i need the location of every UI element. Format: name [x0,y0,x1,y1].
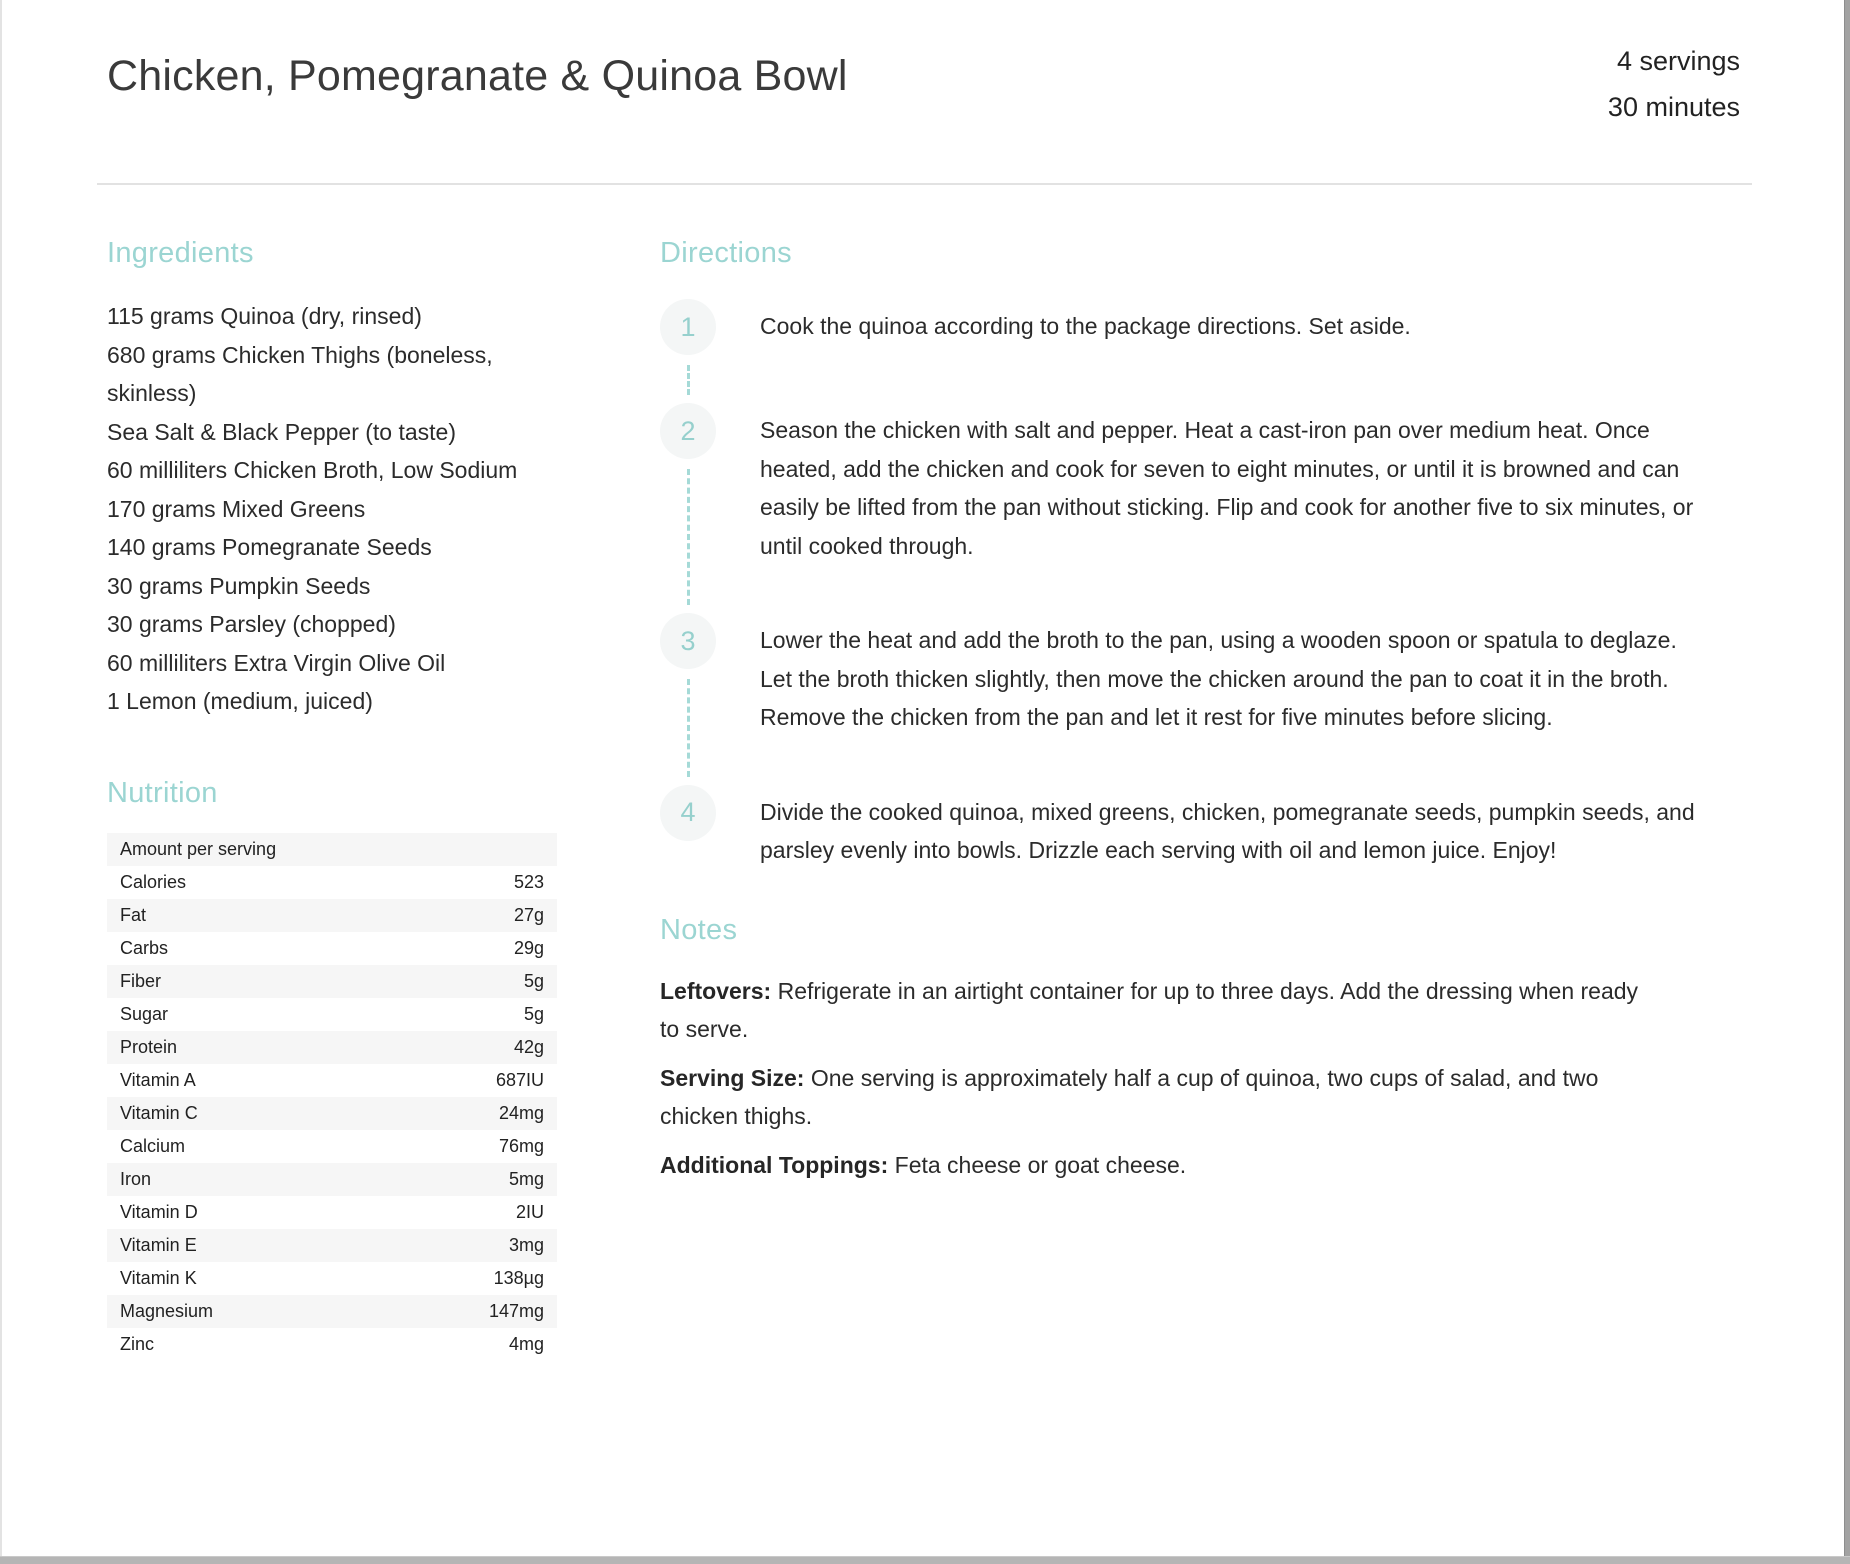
nutrient-value: 3mg [508,1234,544,1255]
ingredient-item: Sea Salt & Black Pepper (to taste) [107,418,457,445]
nutrient-label: Protein [120,1036,178,1057]
direction-step [660,613,1740,785]
ingredients-list [107,297,570,721]
window-bottom-edge [0,1556,1850,1564]
nutrient-label: Sugar [120,1003,169,1024]
nutrient-label: Vitamin C [120,1102,198,1123]
step-text: Lower the heat and add the broth to the pan, using a wooden spoon or spatula to deglaze. Let the broth thicken slightly, then move the chicken around the pan to coat it in the broth. Remove the chicken from the pan and let it rest for five minutes before slicing. [760,627,1677,730]
ingredient-item: 30 grams Pumpkin Seeds [107,572,371,599]
note-text: Feta cheese or goat cheese. [888,1151,1187,1178]
nutrition-row [107,1295,557,1328]
window-right-edge [1844,0,1850,1556]
nutrient-label: Carbs [120,937,169,958]
nutrient-value: 4mg [508,1333,544,1354]
directions-list [660,299,1740,898]
ingredient-item: 115 grams Quinoa (dry, rinsed) [107,303,422,329]
nutrition-row [107,1064,557,1097]
direction-step [660,785,1740,898]
nutrient-label: Calories [120,871,187,892]
ingredient-item: 680 grams Chicken Thighs (boneless, skinless) [107,341,493,406]
nutrient-value: 29g [513,937,544,958]
nutrient-value: 76mg [498,1135,544,1156]
directions-heading: Directions [660,237,792,269]
notes-heading: Notes [660,913,738,946]
nutrition-row [107,998,557,1031]
nutrition-row [107,899,557,932]
note-text: One serving is approximately half a cup of quinoa, two cups of salad, and two chicken thighs. [660,1064,1599,1129]
note-item [660,1059,1660,1136]
nutrient-label: Vitamin K [120,1267,197,1288]
nutrition-row [107,1262,557,1295]
page-title: Chicken, Pomegranate & Quinoa Bowl [107,52,848,100]
nutrition-heading: Nutrition [107,776,218,809]
nutrient-value: 687IU [495,1069,544,1090]
note-label: Leftovers: [660,977,772,1004]
header-divider [97,183,1752,185]
nutrient-label: Zinc [120,1333,155,1354]
direction-step [660,299,1740,403]
step-text: Divide the cooked quinoa, mixed greens, chicken, pomegranate seeds, pumpkin seeds, and parsley evenly into bowls. Drizzle each serving with oil and lemon juice. Enjoy! [760,798,1695,863]
nutrient-label: Vitamin D [120,1201,198,1222]
nutrient-value: 5g [523,1003,544,1024]
nutrient-label: Vitamin A [120,1069,196,1090]
note-item [660,972,1660,1049]
recipe-meta [1608,38,1740,130]
note-item [660,1146,1660,1185]
ingredient-item: 60 milliliters Extra Virgin Olive Oil [107,649,446,676]
nutrient-value: 5mg [508,1168,544,1189]
nutrition-row [107,965,557,998]
nutrition-row [107,1229,557,1262]
nutrition-row [107,866,557,899]
nutrient-value: 138µg [493,1267,544,1288]
ingredient-item: 30 grams Parsley (chopped) [107,611,396,637]
notes-list [660,972,1740,1185]
left-column [107,235,570,1361]
recipe-body [107,235,1740,1361]
step-number-badge: 1 [660,299,716,355]
recipe-header [107,0,1740,130]
ingredient-item: 1 Lemon (medium, juiced) [107,688,373,714]
nutrition-row [107,1097,557,1130]
step-text: Cook the quinoa according to the package directions. Set aside. [760,313,1411,339]
note-text: Refrigerate in an airtight container for up to three days. Add the dressing when ready to serve. [660,977,1639,1042]
ingredient-item: 60 milliliters Chicken Broth, Low Sodium [107,457,518,483]
direction-step [660,403,1740,613]
window-left-edge [0,0,2,1556]
nutrient-value: 5g [523,970,544,991]
step-number-badge: 2 [660,403,716,459]
nutrient-label: Fat [120,904,147,925]
nutrition-row [107,1130,557,1163]
note-label: Serving Size: [660,1064,805,1091]
total-time-value: 30 minutes [1607,92,1740,122]
nutrition-row [107,1196,557,1229]
step-number-badge: 3 [660,613,716,669]
right-column [660,235,1740,1361]
nutrient-label: Iron [120,1168,152,1189]
note-label: Additional Toppings: [660,1151,889,1178]
ingredients-heading: Ingredients [107,237,254,269]
nutrient-value: 2IU [515,1201,544,1222]
step-number-badge: 4 [660,785,716,841]
nutrition-row [107,1031,557,1064]
nutrient-value: 523 [513,871,544,892]
nutrition-row [107,1163,557,1196]
nutrient-label: Vitamin E [120,1234,197,1255]
nutrient-value: 27g [513,904,544,925]
nutrient-label: Magnesium [120,1300,214,1321]
nutrient-label: Calcium [120,1135,186,1156]
nutrition-table [107,833,557,1361]
servings-value: 4 servings [1616,46,1740,76]
ingredient-item: 170 grams Mixed Greens [107,495,366,522]
nutrient-value: 147mg [488,1300,544,1321]
nutrient-label: Fiber [120,970,162,991]
ingredient-item: 140 grams Pomegranate Seeds [107,534,432,560]
nutrition-table-header: Amount per serving [120,838,277,859]
nutrition-table-header-row [107,833,557,866]
nutrition-row [107,932,557,965]
nutrient-value: 42g [513,1036,544,1057]
nutrition-row [107,1328,557,1361]
step-text: Season the chicken with salt and pepper. Heat a cast-iron pan over medium heat. Once heated, add the chicken and cook for seven to eight minutes, or until it is browned and can easily be lifted from the pan without sticking. Flip and cook for another five to six minutes, or until cooked through. [760,417,1694,559]
nutrient-value: 24mg [498,1102,544,1123]
